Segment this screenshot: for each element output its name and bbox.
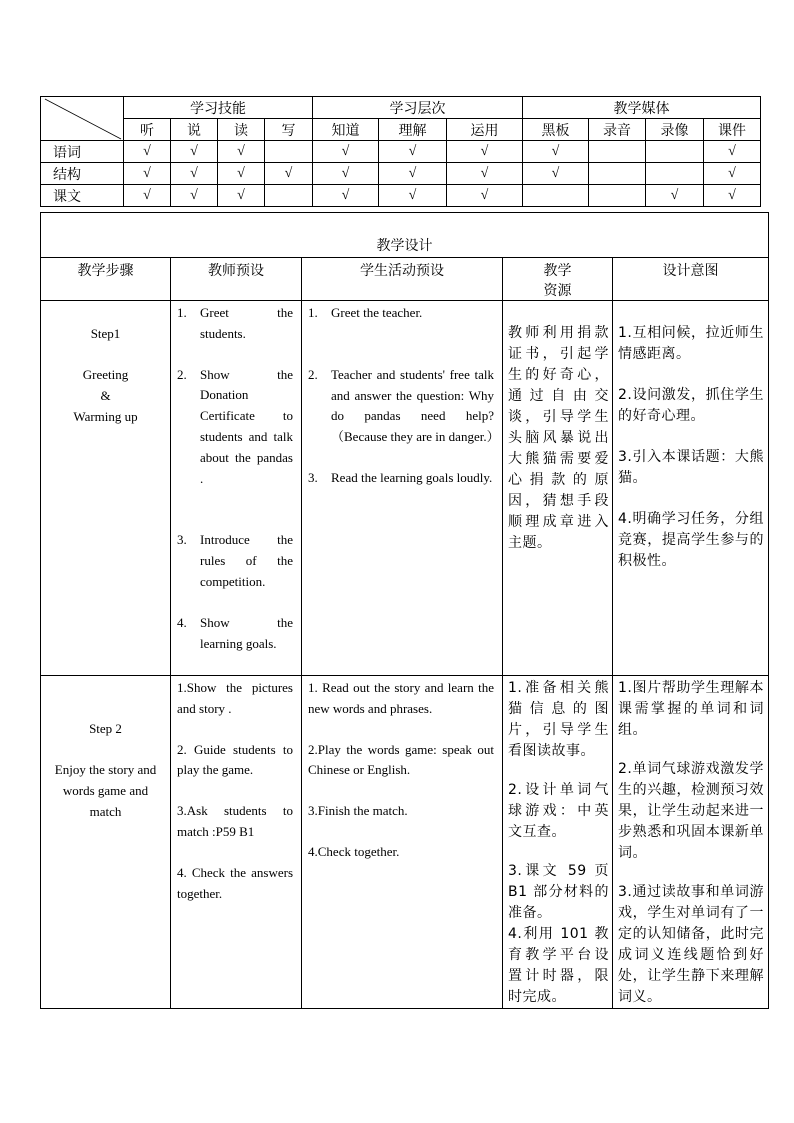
subheader: 黑板 <box>523 119 589 141</box>
step2-resource-cell <box>503 676 613 1009</box>
step2-student-cell <box>302 676 503 1009</box>
subheader: 写 <box>265 119 313 141</box>
check-cell: √ <box>171 163 218 185</box>
subheader: 录像 <box>646 119 704 141</box>
check-cell <box>646 141 704 163</box>
check-cell: √ <box>124 141 171 163</box>
step1-warming: Warming up <box>73 409 138 424</box>
check-cell: √ <box>313 163 379 185</box>
check-cell: √ <box>124 163 171 185</box>
diagonal-header-cell <box>41 97 124 141</box>
table-row <box>41 163 761 185</box>
list-item: 3.Ask students to match :P59 B1 <box>177 803 293 839</box>
step1-intent-1: 1.互相问候，拉近师生情感距离。 <box>618 325 765 362</box>
design-title: 教学设计 <box>41 213 769 258</box>
header-resource-line2: 资源 <box>543 284 572 299</box>
check-cell: √ <box>704 141 761 163</box>
step2-intent-3: 3.通过读故事和单词游戏，学生对单词有了一定的认知储备，此时完成词义连线题恰到好处，让学生静下来理解词义。 <box>618 884 765 1005</box>
step2-resource-3: 3.课文 59 页 B1 部分材料的准备。 <box>508 863 609 921</box>
step2-resource-1: 1.准备相关熊猫信息的图片，引导学生看图读故事。 <box>508 680 609 759</box>
step2-label-cell <box>41 676 171 1009</box>
check-cell: √ <box>171 141 218 163</box>
check-cell: √ <box>379 163 447 185</box>
row-label: 课文 <box>41 185 124 207</box>
check-cell: √ <box>218 141 265 163</box>
check-cell: √ <box>313 185 379 207</box>
check-cell: √ <box>646 185 704 207</box>
step1-label: Step1 <box>90 326 121 341</box>
group-header-levels: 学习层次 <box>313 97 523 119</box>
step1-student-cell <box>302 301 503 676</box>
check-cell: √ <box>379 185 447 207</box>
step1-resource-cell <box>503 301 613 676</box>
row-label: 结构 <box>41 163 124 185</box>
group-header-skills: 学习技能 <box>124 97 313 119</box>
header-intent: 设计意图 <box>613 258 769 301</box>
table-row <box>41 141 761 163</box>
check-cell: √ <box>447 141 523 163</box>
check-cell: √ <box>704 163 761 185</box>
check-cell <box>589 163 646 185</box>
list-item: 3. Introduce the rules of the competition. <box>177 532 293 589</box>
group-header-media: 教学媒体 <box>523 97 761 119</box>
subheader: 说 <box>171 119 218 141</box>
check-cell: √ <box>124 185 171 207</box>
step1-row <box>41 301 769 676</box>
check-cell: √ <box>313 141 379 163</box>
step2-teacher-cell <box>171 676 302 1009</box>
step2-row <box>41 676 769 1009</box>
header-steps: 教学步骤 <box>41 258 171 301</box>
subheader-row <box>41 119 761 141</box>
step2-intent-cell <box>613 676 769 1009</box>
check-cell: √ <box>704 185 761 207</box>
step2-resource-2: 2.设计单词气球游戏：中英文互查。 <box>508 782 609 840</box>
list-item: 1. Greet the teacher. <box>308 305 423 320</box>
skills-table <box>40 96 761 207</box>
list-item: 3. Read the learning goals loudly. <box>308 469 493 485</box>
check-cell <box>589 141 646 163</box>
check-cell <box>523 185 589 207</box>
header-teacher: 教师预设 <box>171 258 302 301</box>
list-item: 2.Play the words game: speak out Chinese or English. <box>308 741 494 778</box>
step1-label-cell <box>41 301 171 676</box>
header-resource-line1: 教学 <box>543 264 572 279</box>
check-cell: √ <box>218 163 265 185</box>
step2-resource-4: 4.利用 101 教育教学平台设置计时器，限时完成。 <box>508 926 609 1005</box>
subheader: 听 <box>124 119 171 141</box>
subheader: 理解 <box>379 119 447 141</box>
step2-sub: Enjoy the story and words game and match <box>54 762 157 819</box>
subheader: 知道 <box>313 119 379 141</box>
list-item: 1. Greet the students. <box>177 305 293 341</box>
header-student: 学生活动预设 <box>302 258 503 301</box>
check-cell: √ <box>171 185 218 207</box>
list-item: 2. Teacher and students' free talk and answer the question: Why do pandas need help? （Because they are in danger.） <box>308 366 500 445</box>
check-cell: √ <box>379 141 447 163</box>
check-cell <box>265 141 313 163</box>
row-label: 语词 <box>41 141 124 163</box>
check-cell <box>646 163 704 185</box>
list-item: 4. Check the answers together. <box>177 864 293 901</box>
check-cell <box>589 185 646 207</box>
list-item: 1. Read out the story and learn the new words and phrases. <box>308 680 494 716</box>
check-cell: √ <box>447 163 523 185</box>
step1-greeting: Greeting <box>82 367 129 382</box>
header-resource <box>503 258 613 301</box>
subheader: 运用 <box>447 119 523 141</box>
check-cell <box>265 185 313 207</box>
teaching-design-table <box>40 212 769 1009</box>
check-cell: √ <box>447 185 523 207</box>
step1-intent-cell <box>613 301 769 676</box>
check-cell: √ <box>265 163 313 185</box>
step1-teacher-cell <box>171 301 302 676</box>
step1-amp: & <box>100 388 111 403</box>
step1-intent-3: 3.引入本课话题：大熊猫。 <box>618 449 765 486</box>
list-item: 1.Show the pictures and story . <box>177 680 293 716</box>
subheader: 课件 <box>704 119 761 141</box>
step1-intent-2: 2.设问激发，抓住学生的好奇心理。 <box>618 387 765 424</box>
step2-intent-2: 2.单词气球游戏激发学生的兴趣，检测预习效果，让学生动起来进一步熟悉和巩固本课新单词。 <box>618 761 765 861</box>
check-cell: √ <box>523 163 589 185</box>
step2-intent-1: 1.图片帮助学生理解本课需掌握的单词和词组。 <box>618 680 765 738</box>
list-item: 4. Show the learning goals. <box>177 614 293 651</box>
check-cell: √ <box>523 141 589 163</box>
list-item: 2. Guide students to play the game. <box>177 741 293 778</box>
design-header-row <box>41 258 769 301</box>
diagonal-line <box>41 97 123 140</box>
check-cell: √ <box>218 185 265 207</box>
list-item: 3.Finish the match. <box>308 803 408 819</box>
list-item: 4.Check together. <box>308 843 400 859</box>
subheader: 录音 <box>589 119 646 141</box>
table-row <box>41 185 761 207</box>
step1-intent-4: 4.明确学习任务，分组竞赛，提高学生参与的积极性。 <box>618 511 765 569</box>
subheader: 读 <box>218 119 265 141</box>
step2-label: Step 2 <box>89 721 122 736</box>
step1-resource-text: 教师利用捐款证书，引起学生的好奇心，通过自由交谈，引导学生头脑风暴说出大熊猫需要爱心捐款的原因，猜想手段顺理成章进入主题。 <box>508 325 609 551</box>
list-item: 2. Show the Donation Certificate to students and talk about the pandas . <box>177 366 293 486</box>
